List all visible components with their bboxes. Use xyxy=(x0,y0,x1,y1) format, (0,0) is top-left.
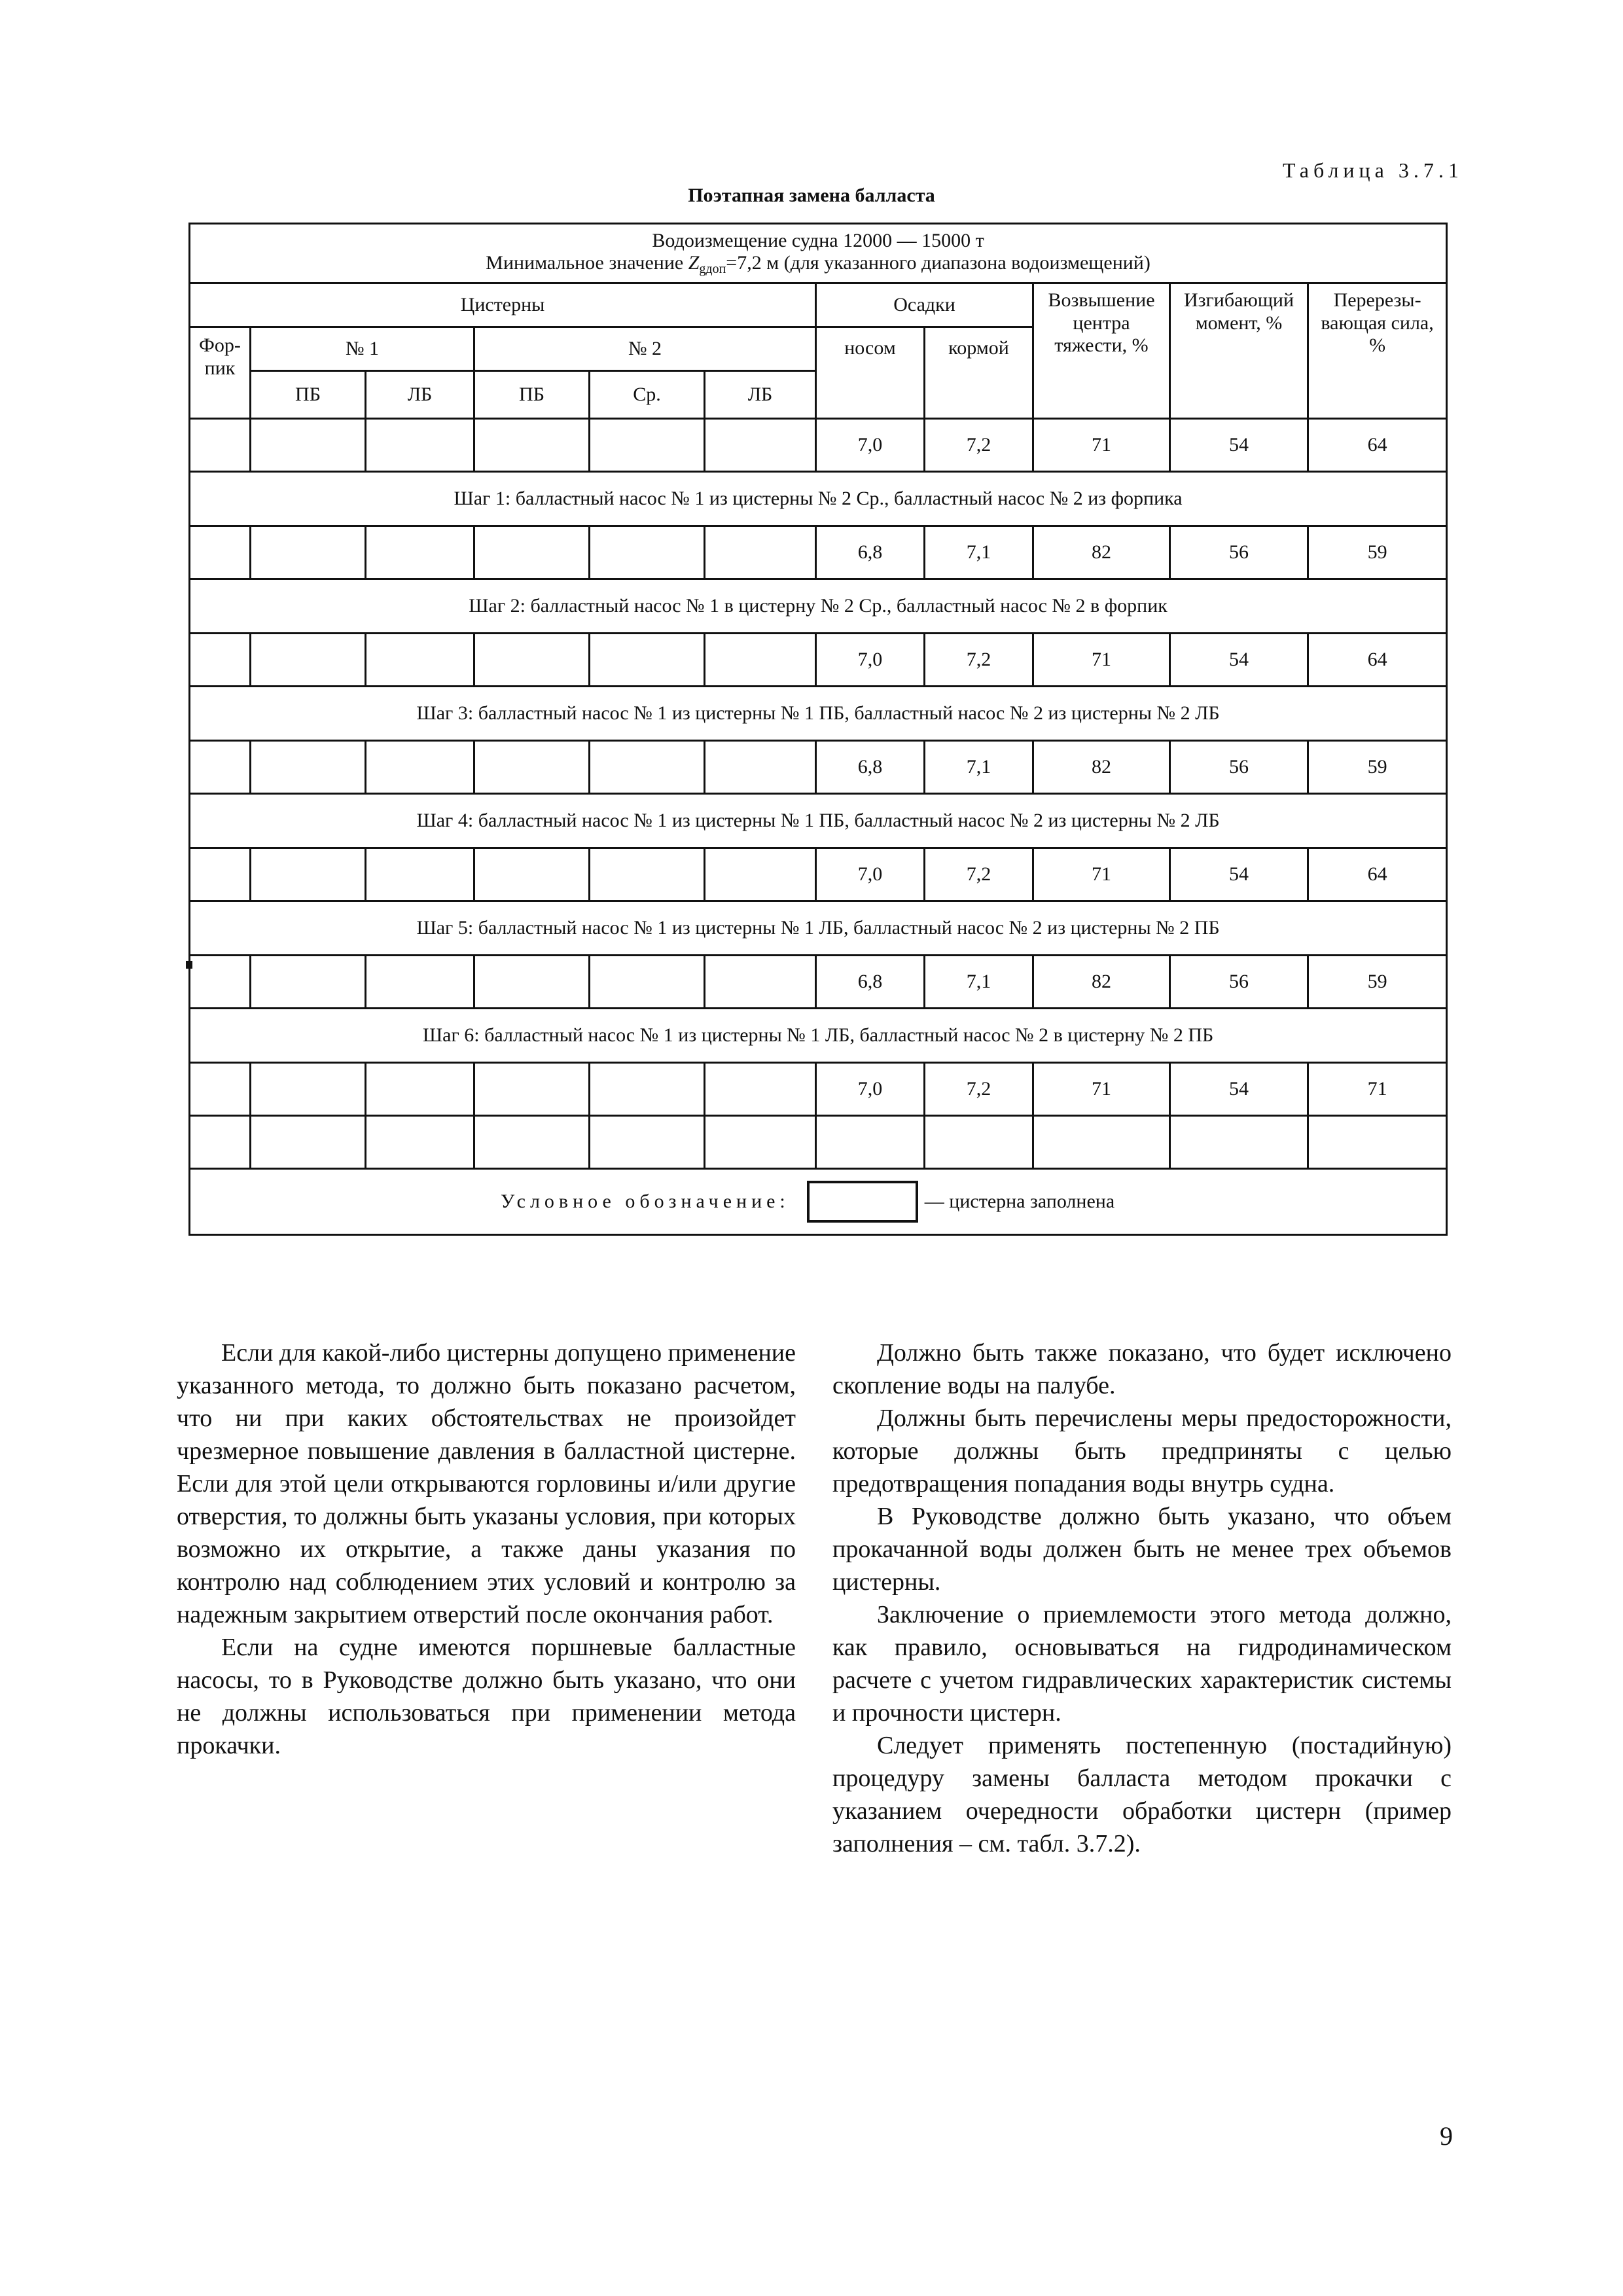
tank-cell xyxy=(190,848,251,901)
tank-cell xyxy=(590,1063,705,1116)
tank-cell xyxy=(366,634,474,687)
tank-cell xyxy=(590,419,705,472)
gm-value: 71 xyxy=(1033,848,1170,901)
col-bending: Изгибающий момент, % xyxy=(1170,283,1308,419)
gm-value: 82 xyxy=(1033,526,1170,579)
legend-label: Условное обозначение: xyxy=(501,1190,790,1212)
gm-value: 71 xyxy=(1033,1063,1170,1116)
tank-cell xyxy=(705,419,816,472)
paragraph: Следует применять постепенную (постадийную) процедуру замены балласта методом прокачки с указанием очередности обработки цистерн (пример заполнения – см. табл. 3.7.2). xyxy=(832,1732,1452,1857)
tank-cell xyxy=(366,848,474,901)
table-number: Таблица 3.7.1 xyxy=(1283,158,1463,182)
tank-cell xyxy=(474,526,590,579)
gm-value: 82 xyxy=(1033,956,1170,1009)
tank-cell xyxy=(474,848,590,901)
table-header-cell xyxy=(190,224,1447,283)
step-row xyxy=(190,794,1447,848)
tank-cell xyxy=(251,741,366,794)
tank-cell xyxy=(251,1116,366,1169)
tank-cell xyxy=(474,741,590,794)
tank-cell xyxy=(190,419,251,472)
tank-cell xyxy=(705,1116,816,1169)
shear-value: 64 xyxy=(1308,419,1447,472)
tank-cell xyxy=(705,956,816,1009)
col-gm: Возвышение центра тяжести, % xyxy=(1033,283,1170,419)
tank-cell xyxy=(251,526,366,579)
tank-cell xyxy=(251,956,366,1009)
bow-value: 6,8 xyxy=(816,956,925,1009)
col-tanks: Цистерны xyxy=(190,283,816,327)
shear-value: 59 xyxy=(1308,741,1447,794)
min-value-suffix: =7,2 м (для указанного диапазона водоизмещений) xyxy=(726,252,1150,274)
stern-value xyxy=(925,1116,1033,1169)
bow-value xyxy=(816,1116,925,1169)
min-value-prefix: Минимальное значение xyxy=(486,252,688,274)
legend-cell xyxy=(190,1169,1447,1235)
gm-value: 71 xyxy=(1033,419,1170,472)
table-row xyxy=(190,1063,1447,1116)
col-tank2-lb: ЛБ xyxy=(705,371,816,419)
displacement-line: Водоизмещение судна 12000 — 15000 т xyxy=(652,229,984,251)
shear-value: 71 xyxy=(1308,1063,1447,1116)
tank-cell xyxy=(251,1063,366,1116)
tank-cell xyxy=(251,848,366,901)
shear-value: 64 xyxy=(1308,634,1447,687)
z-variable: Z xyxy=(688,252,700,274)
tank-cell xyxy=(190,741,251,794)
shear-value: 64 xyxy=(1308,848,1447,901)
z-subscript: gдоп xyxy=(699,262,726,277)
tank-cell xyxy=(590,1116,705,1169)
gm-value xyxy=(1033,1116,1170,1169)
bending-value: 54 xyxy=(1170,1063,1308,1116)
legend-text: — цистерна заполнена xyxy=(924,1190,1115,1212)
tank-cell xyxy=(590,634,705,687)
tank-cell xyxy=(705,526,816,579)
bending-value: 56 xyxy=(1170,956,1308,1009)
shear-value: 59 xyxy=(1308,526,1447,579)
col-forepeak: Фор-пик xyxy=(190,327,251,419)
paragraph: Должны быть перечислены меры предосторожности, которые должны быть предприняты с целью предотвращения попадания воды внутрь судна. xyxy=(832,1405,1452,1498)
col-tank2-pb: ПБ xyxy=(474,371,590,419)
shear-value: 59 xyxy=(1308,956,1447,1009)
bow-value: 6,8 xyxy=(816,526,925,579)
tank-cell xyxy=(474,634,590,687)
tank-cell xyxy=(366,526,474,579)
tank-cell xyxy=(251,419,366,472)
bow-value: 7,0 xyxy=(816,419,925,472)
table-row xyxy=(190,1116,1447,1169)
stern-value: 7,2 xyxy=(925,848,1033,901)
tank-cell xyxy=(190,1063,251,1116)
step-text: Шаг 2: балластный насос № 1 в цистерну № 2 Ср., балластный насос № 2 в форпик xyxy=(190,579,1447,634)
tank-cell xyxy=(366,1063,474,1116)
ballast-exchange-table xyxy=(188,223,1448,1236)
min-value-line xyxy=(193,252,1443,277)
tank-cell xyxy=(366,741,474,794)
right-text-column xyxy=(832,1336,1452,1860)
tank-cell xyxy=(190,1116,251,1169)
step-text: Шаг 1: балластный насос № 1 из цистерны № 2 Ср., балластный насос № 2 из форпика xyxy=(190,472,1447,526)
tank-cell xyxy=(474,1063,590,1116)
tank-cell xyxy=(590,526,705,579)
paragraph: Если на судне имеются поршневые балластные насосы, то в Руководстве должно быть указано, что они не должны использоваться при применении метода прокачки. xyxy=(177,1634,796,1759)
table-row xyxy=(190,741,1447,794)
page-number: 9 xyxy=(1440,2121,1453,2151)
col-drafts: Осадки xyxy=(816,283,1033,327)
stern-value: 7,1 xyxy=(925,741,1033,794)
col-tank-2: № 2 xyxy=(474,327,816,371)
col-tank1-lb: ЛБ xyxy=(366,371,474,419)
tank-cell xyxy=(590,741,705,794)
step-text: Шаг 6: балластный насос № 1 из цистерны № 1 ЛБ, балластный насос № 2 в цистерну № 2 ПБ xyxy=(190,1009,1447,1063)
stern-value: 7,1 xyxy=(925,526,1033,579)
tank-cell xyxy=(190,956,251,1009)
step-row xyxy=(190,579,1447,634)
table-row xyxy=(190,419,1447,472)
bending-value: 54 xyxy=(1170,848,1308,901)
stern-value: 7,2 xyxy=(925,419,1033,472)
col-tank-1: № 1 xyxy=(251,327,474,371)
stern-value: 7,1 xyxy=(925,956,1033,1009)
paragraph: Заключение о приемлемости этого метода должно, как правило, основываться на гидродинамическом расчете с учетом гидравлических характеристик системы и прочности цистерн. xyxy=(832,1601,1452,1727)
table-row xyxy=(190,526,1447,579)
left-text-column xyxy=(177,1336,796,1762)
bending-value: 54 xyxy=(1170,419,1308,472)
table-row xyxy=(190,848,1447,901)
tank-cell xyxy=(366,956,474,1009)
stern-value: 7,2 xyxy=(925,1063,1033,1116)
table-title: Поэтапная замена балласта xyxy=(688,185,935,206)
gm-value: 71 xyxy=(1033,634,1170,687)
tank-cell xyxy=(366,1116,474,1169)
bending-value: 56 xyxy=(1170,741,1308,794)
stern-value: 7,2 xyxy=(925,634,1033,687)
legend-box xyxy=(807,1181,918,1223)
tank-cell xyxy=(474,419,590,472)
table-row xyxy=(190,956,1447,1009)
tank-cell xyxy=(474,956,590,1009)
shear-value xyxy=(1308,1116,1447,1169)
bow-value: 7,0 xyxy=(816,1063,925,1116)
step-row xyxy=(190,1009,1447,1063)
tank-cell xyxy=(705,1063,816,1116)
table-row xyxy=(190,634,1447,687)
tank-cell xyxy=(190,634,251,687)
tank-cell xyxy=(705,634,816,687)
col-stern: кормой xyxy=(925,327,1033,419)
step-row xyxy=(190,901,1447,956)
paragraph: Должно быть также показано, что будет исключено скопление воды на палубе. xyxy=(832,1339,1452,1399)
bow-value: 6,8 xyxy=(816,741,925,794)
paragraph: В Руководстве должно быть указано, что объем прокачанной воды должен быть не менее трех объемов цистерны. xyxy=(832,1503,1452,1596)
col-shear: Перерезы-вающая сила, % xyxy=(1308,283,1447,419)
tank-cell xyxy=(590,848,705,901)
tank-cell xyxy=(705,741,816,794)
step-row xyxy=(190,472,1447,526)
col-bow: носом xyxy=(816,327,925,419)
bending-value: 56 xyxy=(1170,526,1308,579)
col-tank2-sr: Ср. xyxy=(590,371,705,419)
step-text: Шаг 4: балластный насос № 1 из цистерны № 1 ПБ, балластный насос № 2 из цистерны № 2 ЛБ xyxy=(190,794,1447,848)
bending-value: 54 xyxy=(1170,634,1308,687)
tank-cell xyxy=(705,848,816,901)
tank-cell xyxy=(474,1116,590,1169)
step-row xyxy=(190,687,1447,741)
tank-cell xyxy=(190,526,251,579)
tank-cell xyxy=(590,956,705,1009)
paragraph: Если для какой-либо цистерны допущено применение указанного метода, то должно быть показано расчетом, что ни при каких обстоятельствах не произойдет чрезмерное повышение давления в балластной цистерне. Если для этой цели открываются горловины и/или другие отверстия, то должны быть указаны условия, при которых возможно их открытие, а также даны указания по контролю над соблюдением этих условий и контролю за надежным закрытием отверстий после окончания работ. xyxy=(177,1339,796,1628)
step-text: Шаг 5: балластный насос № 1 из цистерны № 1 ЛБ, балластный насос № 2 из цистерны № 2 ПБ xyxy=(190,901,1447,956)
col-tank1-pb: ПБ xyxy=(251,371,366,419)
bow-value: 7,0 xyxy=(816,634,925,687)
tank-cell xyxy=(366,419,474,472)
step-text: Шаг 3: балластный насос № 1 из цистерны № 1 ПБ, балластный насос № 2 из цистерны № 2 ЛБ xyxy=(190,687,1447,741)
tank-cell xyxy=(251,634,366,687)
bending-value xyxy=(1170,1116,1308,1169)
bow-value: 7,0 xyxy=(816,848,925,901)
gm-value: 82 xyxy=(1033,741,1170,794)
